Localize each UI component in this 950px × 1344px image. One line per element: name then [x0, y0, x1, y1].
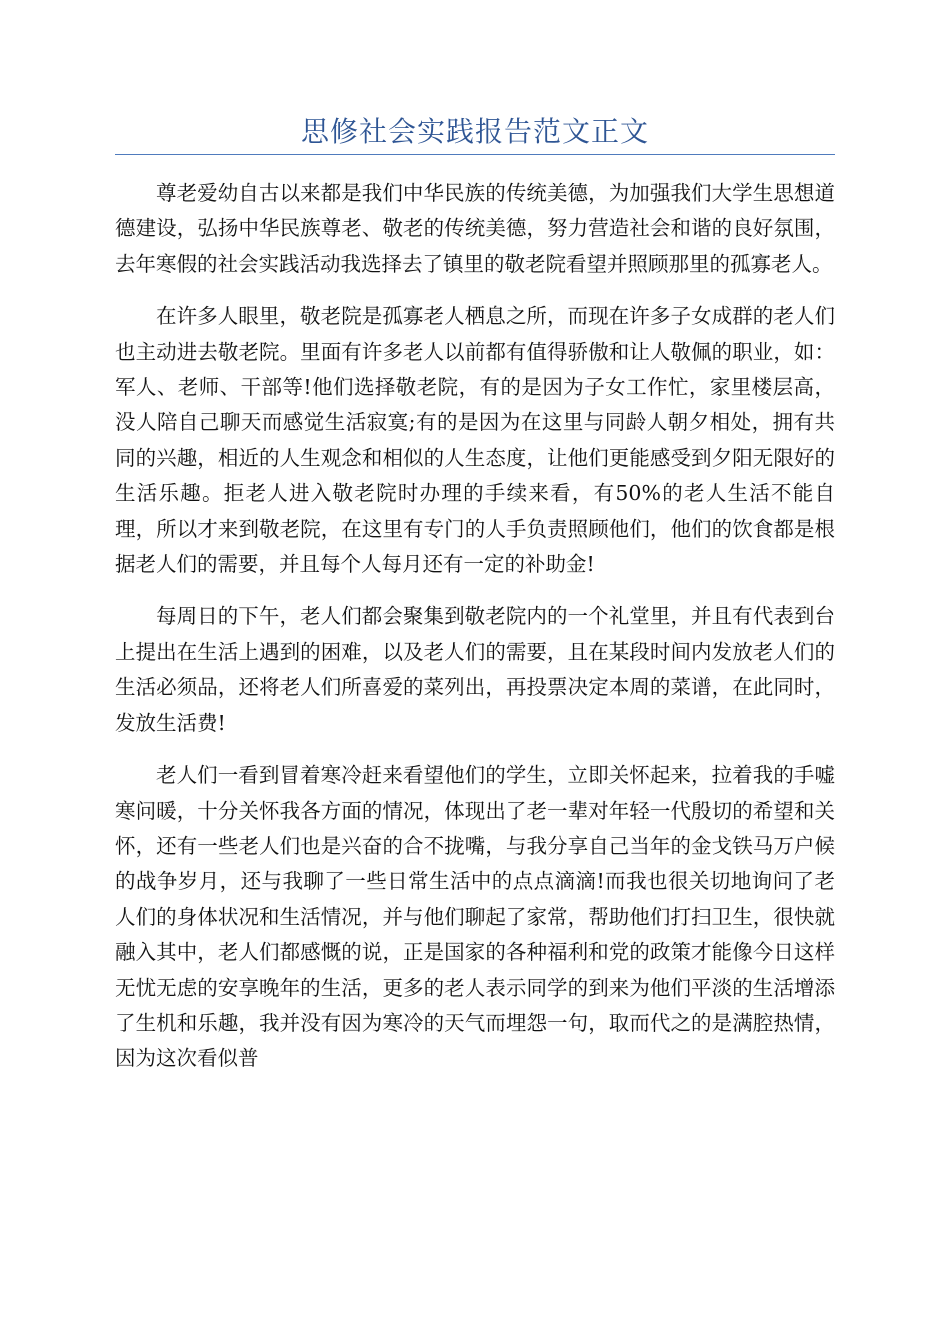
paragraph: 老人们一看到冒着寒冷赶来看望他们的学生，立即关怀起来，拉着我的手嘘寒问暖，十分关怀我各方面的情况，体现出了老一辈对年轻一代殷切的希望和关怀，还有一些老人们也是兴奋的合不拢嘴，与我分享自己当年的金戈铁马万户候的战争岁月，还与我聊了一些日常生活中的点点滴滴!而我也很关切地询问了老人们的身体状况和生活情况，并与他们聊起了家常，帮助他们打扫卫生，很快就融入其中，老人们都感慨的说，正是国家的各种福利和党的政策才能像今日这样无忧无虑的安享晚年的生活，更多的老人表示同学的到来为他们平淡的生活增添了生机和乐趣，我并没有因为寒冷的天气而埋怨一句，取而代之的是满腔热情，因为这次看似普 — [115, 763, 835, 1071]
paragraph: 尊老爱幼自古以来都是我们中华民族的传统美德，为加强我们大学生思想道德建设，弘扬中华民族尊老、敬老的传统美德，努力营造社会和谐的良好氛围，去年寒假的社会实践活动我选择去了镇里的敬老院看望并照顾那里的孤寡老人。 — [115, 181, 835, 276]
document-title: 思修社会实践报告范文正文 — [300, 115, 649, 148]
document-body — [115, 176, 835, 1094]
paragraph: 每周日的下午，老人们都会聚集到敬老院内的一个礼堂里，并且有代表到台上提出在生活上遇到的困难，以及老人们的需要，且在某段时间内发放老人们的生活必须品，还将老人们所喜爱的菜列出，再投票决定本周的菜谱，在此同时，发放生活费! — [115, 604, 835, 735]
paragraph: 在许多人眼里，敬老院是孤寡老人栖息之所，而现在许多子女成群的老人们也主动进去敬老院。里面有许多老人以前都有值得骄傲和让人敬佩的职业，如：军人、老师、干部等!他们选择敬老院，有的是因为子女工作忙，家里楼层高，没人陪自己聊天而感觉生活寂寞;有的是因为在这里与同龄人朝夕相处，拥有共同的兴趣，相近的人生观念和相似的人生态度，让他们更能感受到夕阳无限好的生活乐趣。拒老人进入敬老院时办理的手续来看，有50%的老人生活不能自理，所以才来到敬老院，在这里有专门的人手负责照顾他们，他们的饮食都是根据老人们的需要，并且每个人每月还有一定的补助金! — [115, 304, 835, 577]
title-underline — [115, 154, 835, 155]
